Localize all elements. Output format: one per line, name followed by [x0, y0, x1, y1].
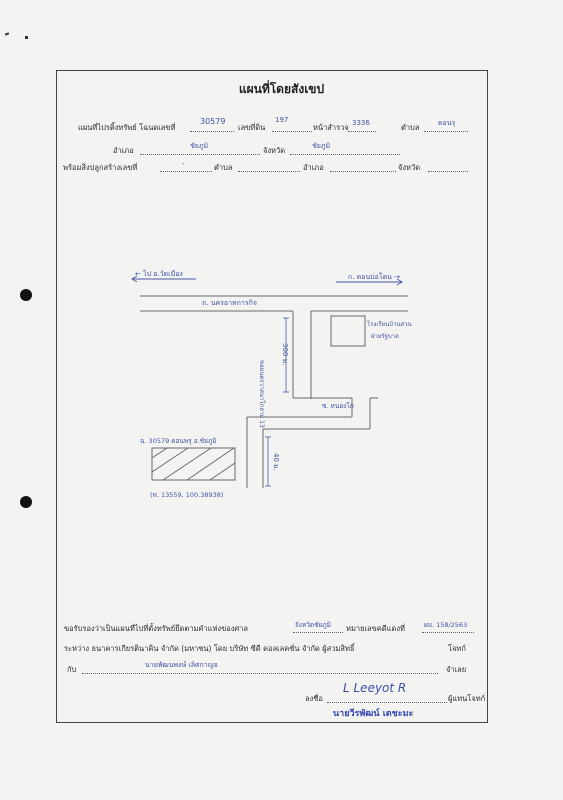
- district-value: ชัยภูมิ: [190, 142, 209, 150]
- survey-label: หน้าสำรวจ: [313, 123, 349, 132]
- parcel-hatch: [152, 448, 167, 458]
- sign-label: ลงชื่อ: [305, 694, 323, 703]
- plaintiff-label: โจทก์: [448, 644, 466, 653]
- defendant-line: [82, 673, 438, 674]
- parcel-hatch: [210, 463, 235, 480]
- subdistrict-label: ตำบล: [401, 123, 420, 132]
- school-sub-label: ฝ่ายรัฐบาล: [371, 333, 399, 340]
- school-label: โรงเรียนบ้านสวน: [367, 321, 412, 328]
- parcel-label: ฉ. 30579 ดอนพรุ อ.ชัยภูมิ: [140, 437, 217, 445]
- defendant-label: จำเลย: [446, 665, 467, 674]
- parcel-distance: 40 ม.: [272, 453, 280, 471]
- signer-name-stamp: นายวีรพัฒน์ เตชะมะ: [333, 709, 414, 719]
- with-label: กับ: [67, 665, 77, 674]
- coordinates-label: (ท. 13559, 100.38938): [150, 491, 224, 499]
- parcel-hatch: [152, 448, 188, 472]
- land-no-value: 197: [275, 116, 289, 124]
- parcel-hatch: [163, 448, 211, 480]
- main-road-label: ถ. นครอาทการกิจ: [202, 299, 257, 307]
- province-value: ชัยภูมิ: [312, 142, 331, 150]
- row3-district-label: อำเภอ: [303, 163, 324, 172]
- lane-label: ซ. หนองโก: [322, 402, 354, 410]
- page-title: แผนที่โดยสังเขป: [238, 82, 325, 96]
- sign-role-label: ผู้แทนโจทก์: [448, 694, 486, 703]
- deed-no-value: 30579: [200, 117, 226, 126]
- land-no-label: เลขที่ดิน: [238, 123, 266, 132]
- building-value: -: [182, 160, 185, 168]
- court-line: [293, 632, 343, 633]
- school-building: [331, 316, 365, 346]
- certify-text: ขอรับรองว่าเป็นแผนที่ไปที่ตั้งทรัพย์ยึดตามคำแห่งของศาล: [64, 624, 248, 633]
- road-right-label: ก. ดอนบ่อโดน →: [348, 273, 401, 281]
- building-label: พร้อมสิ่งปลูกสร้างเลขที่: [63, 163, 138, 172]
- sign-line: [327, 702, 447, 703]
- case-value: ผบ. 158/2563: [424, 621, 468, 629]
- side-road-distance: 300 ม.: [281, 343, 289, 366]
- subdistrict-value: ดอนรุ: [438, 119, 456, 127]
- side-road-label: ซอยนครวาสนาโกล่าม 13: [258, 360, 265, 428]
- survey-no-value: 3336: [352, 119, 370, 127]
- case-line: [422, 632, 474, 633]
- defendant-value: นายพัฒนพงษ์ เลิศกาญจ: [145, 661, 218, 669]
- road-left-label: ← ไป อ.วัดเมือง: [135, 270, 183, 278]
- row3-subdistrict-label: ตำบล: [214, 163, 233, 172]
- case-label: หมายเลขคดีแดงที่: [346, 624, 405, 633]
- province-label: จังหวัด: [263, 146, 286, 155]
- court-value: จังหวัดชัยภูมิ: [295, 621, 331, 629]
- between-text: ระหว่าง ธนาคารเกียรตินาคิน จำกัด (มหาชน) โดย บริษัท ซีดี คอลเลคชั่น จำกัด ผู้สวมสิทธิ์: [64, 644, 355, 653]
- deed-prefix-label: แผนที่ไปรติ้งทรัพย์ โฉนดเลขที่: [78, 123, 176, 132]
- district-label: อำเภอ: [113, 146, 134, 155]
- row3-province-label: จังหวัด: [398, 163, 421, 172]
- parcel-hatch: [187, 448, 234, 480]
- signature: L Leeyot R: [343, 681, 407, 695]
